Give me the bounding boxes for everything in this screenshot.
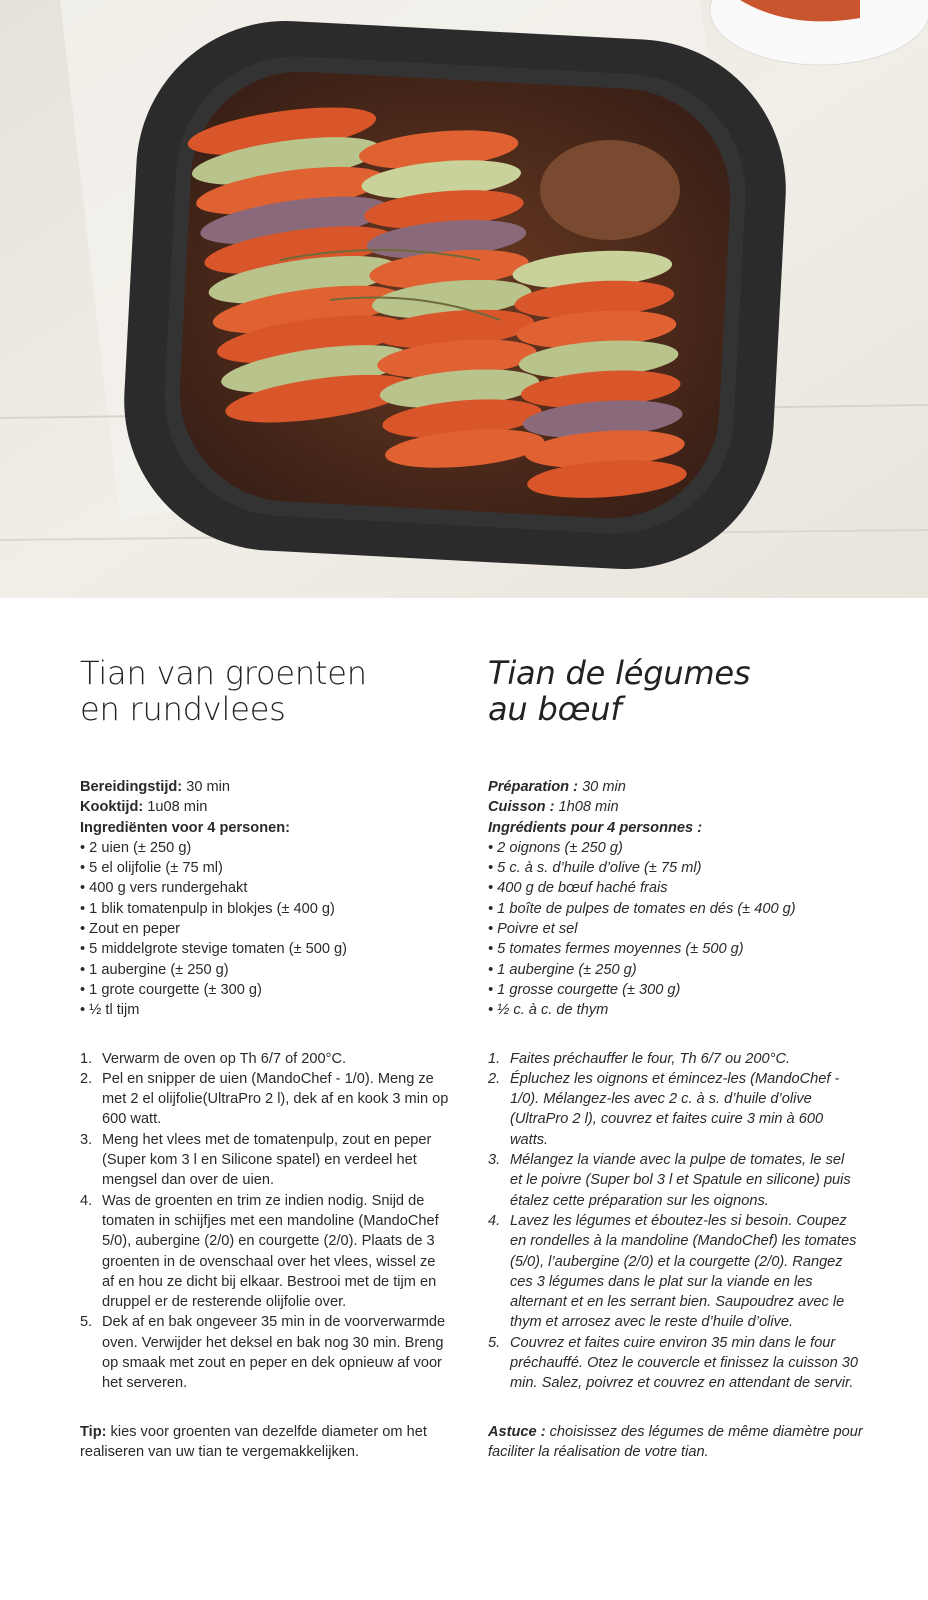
step-item: 5. Dek af en bak ongeveer 35 min in de voorverwarmde oven. Verwijder het deksel en bak nog 30 min. Breng op smaak met zout en peper en dek opnieuw af voor het serveren. (80, 1314, 446, 1392)
recipe-title (488, 655, 888, 727)
step-item: 1. Verwarm de oven op Th 6/7 of 200°C. (80, 1050, 347, 1067)
ingredient-item: • 1 grosse courgette (± 300 g) (488, 980, 888, 1000)
step-item: 2. Pel en snipper de uien (MandoChef - 1/0). Meng ze met 2 el olijfolie(UltraPro 2 l), dek af en kook 3 min op 600 watt. (80, 1070, 449, 1128)
ingredient-item: • 1 aubergine (± 250 g) (488, 960, 888, 980)
recipe-meta (488, 777, 888, 838)
ingredient-list (488, 838, 888, 1021)
ingredient-item: • ½ tl tijm (80, 1000, 480, 1020)
ingredient-item: • 1 blik tomatenpulp in blokjes (± 400 g) (80, 899, 480, 919)
ingredient-item: • 400 g de bœuf haché frais (488, 878, 888, 898)
step-item: 2. Épluchez les oignons et émincez-les (MandoChef - 1/0). Mélangez-les avec 2 c. à s. d’huile d’olive (UltraPro 2 l), couvrez et faites cuire 3 min à 600 watts. (488, 1070, 840, 1148)
ingredient-item: • ½ c. à c. de thym (488, 1000, 888, 1020)
ingredient-item: • 5 tomates fermes moyennes (± 500 g) (488, 939, 888, 959)
cook-time: Kooktijd: 1u08 min (80, 799, 208, 816)
step-item: 1. Faites préchauffer le four, Th 6/7 ou 200°C. (488, 1050, 791, 1067)
ingredient-item: • 5 c. à s. d’huile d’olive (± 75 ml) (488, 858, 888, 878)
step-item: 5. Couvrez et faites cuire environ 35 min dans le four préchauffé. Otez le couvercle et finissez la cuisson 30 min. Salez, poivrez et couvrez en attendant de servir. (488, 1334, 858, 1392)
recipe-title (80, 655, 480, 727)
title-line: au bœuf (488, 690, 622, 728)
recipe-tip: Tip: kies voor groenten van dezelfde diameter om het realiseren van uw tian te vergemakkelijken. (80, 1423, 427, 1460)
recipe-column-french (488, 655, 888, 1462)
ingredient-item: • 1 grote courgette (± 300 g) (80, 980, 480, 1000)
title-line: en rundvlees (80, 690, 286, 728)
step-item: 4. Was de groenten en trim ze indien nodig. Snijd de tomaten in schijfjes met een mandoline (MandoChef 5/0), aubergine (2/0) en courgette (2/0). Plaats de 3 groenten in de ovenschaal over het vlees, wissel ze af en hou ze dicht bij elkaar. Bestrooi met de tijm en druppel er de resterende olijfolie over. (80, 1192, 439, 1311)
ingredient-list (80, 838, 480, 1021)
ingredient-item: • 400 g vers rundergehakt (80, 878, 480, 898)
ingredient-item: • Zout en peper (80, 919, 480, 939)
tian-dish-illustration (0, 0, 928, 598)
title-line: Tian van groenten (80, 654, 367, 692)
ingredient-item: • 1 boîte de pulpes de tomates en dés (± 400 g) (488, 899, 888, 919)
ingredient-item: • 2 oignons (± 250 g) (488, 838, 888, 858)
ingredient-item: • 5 el olijfolie (± 75 ml) (80, 858, 480, 878)
ingredients-heading: Ingrédients pour 4 personnes : (488, 819, 703, 836)
cook-time: Cuisson : 1h08 min (488, 799, 619, 816)
prep-time: Bereidingstijd: 30 min (80, 779, 231, 795)
step-list (80, 1049, 450, 1394)
step-item: 3. Meng het vlees met de tomatenpulp, zout en peper (Super kom 3 l en Silicone spatel) en verdeel het mengsel dan over de uien. (80, 1131, 432, 1189)
recipe-meta (80, 777, 480, 838)
prep-time: Préparation : 30 min (488, 779, 626, 795)
recipe-column-dutch (80, 655, 480, 1462)
ingredient-item: • 2 uien (± 250 g) (80, 838, 480, 858)
step-list (488, 1049, 858, 1394)
step-item: 4. Lavez les légumes et éboutez-les si besoin. Coupez en rondelles à la mandoline (MandoChef) les tomates (5/0), l’aubergine (2/0) et la courgette (2/0). Rangez ces 3 légumes dans le plat sur la viande en les alternant et en les serrant bien. Saupoudrez avec le thym et arrosez avec le reste d’huile d’olive. (488, 1212, 857, 1331)
ingredient-item: • 1 aubergine (± 250 g) (80, 960, 480, 980)
ingredient-item: • Poivre et sel (488, 919, 888, 939)
ingredient-item: • 5 middelgrote stevige tomaten (± 500 g) (80, 939, 480, 959)
step-item: 3. Mélangez la viande avec la pulpe de tomates, le sel et le poivre (Super bol 3 l et Spatule en silicone) puis étalez cette préparation sur les oignons. (488, 1152, 851, 1209)
recipe-tip: Astuce : choisissez des légumes de même diamètre pour faciliter la réalisation de votre tian. (488, 1423, 863, 1460)
recipe-photo (0, 0, 928, 598)
title-line: Tian de légumes (488, 654, 751, 692)
ingredients-heading: Ingrediënten voor 4 personen: (80, 819, 291, 836)
